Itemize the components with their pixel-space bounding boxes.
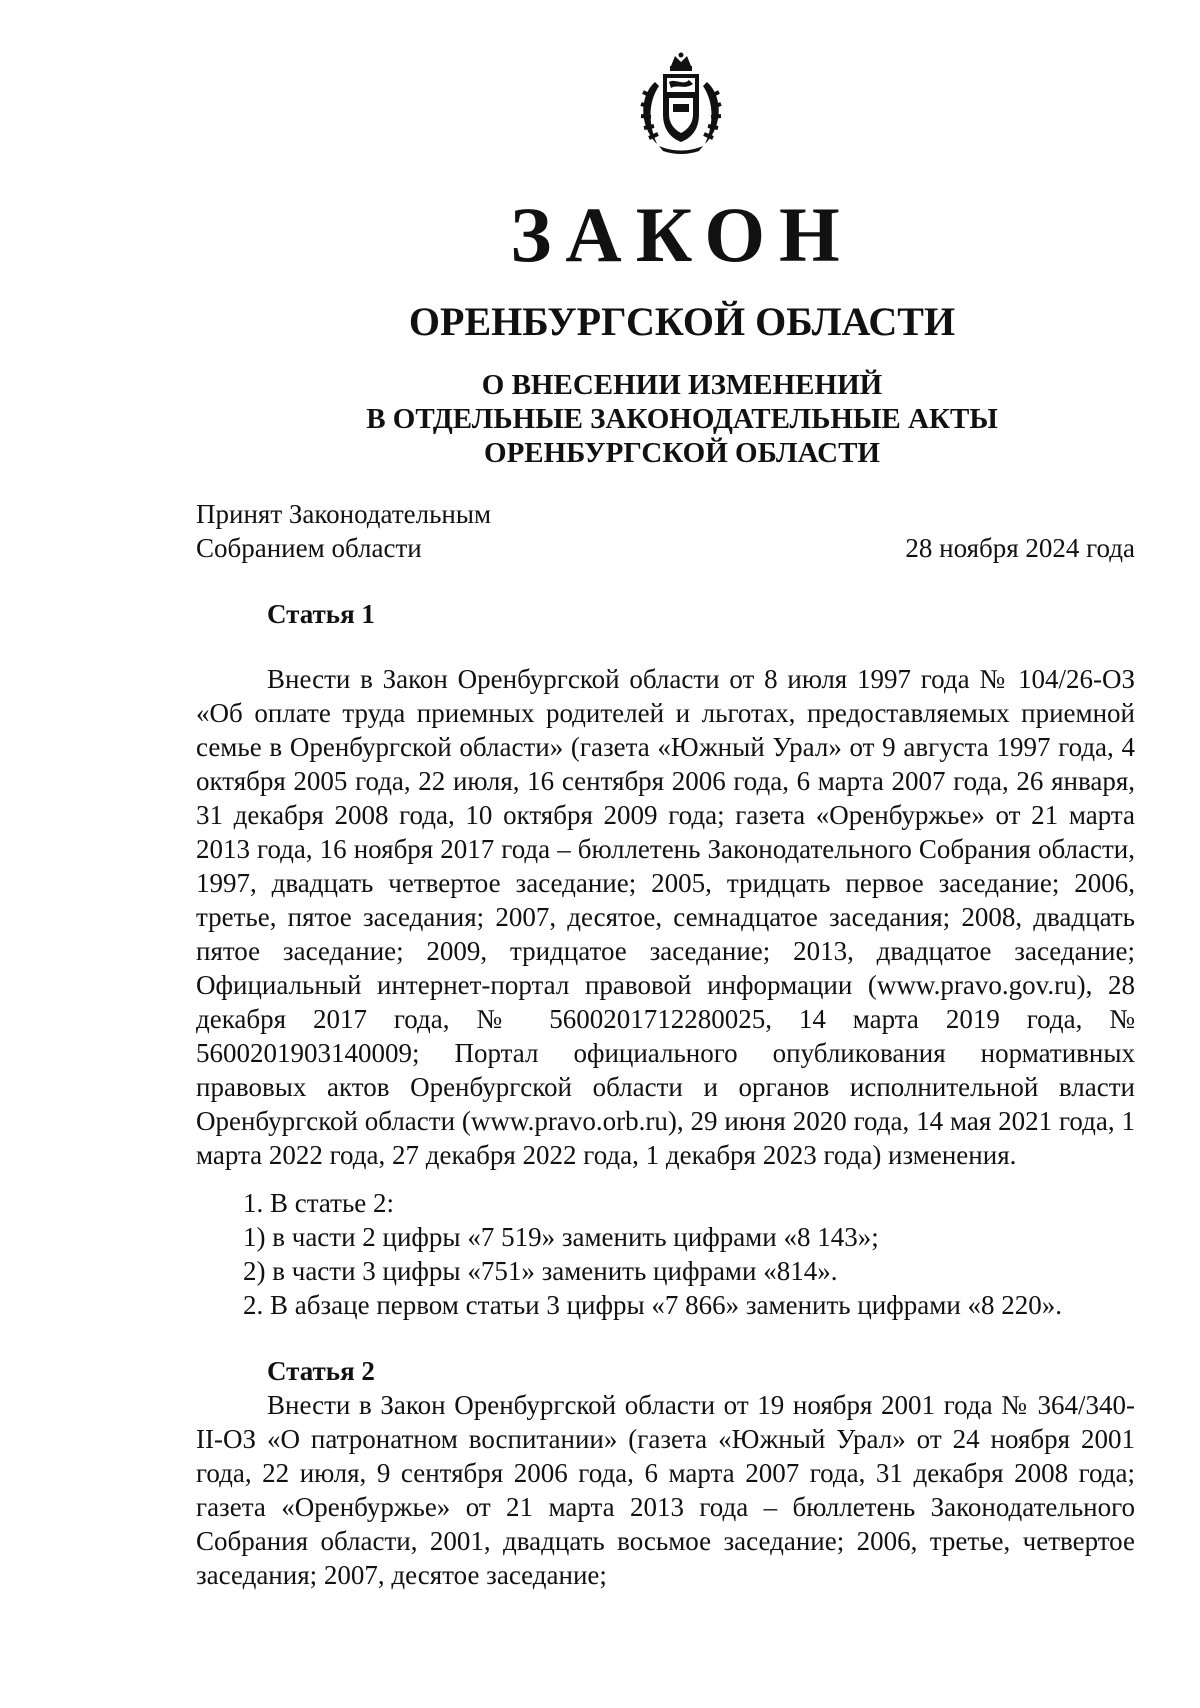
article-1-item: 1) в части 2 цифры «7 519» заменить цифрами «8 143»;	[243, 1222, 879, 1252]
adoption-note	[196, 497, 491, 565]
adoption-line: Собранием области	[196, 533, 422, 563]
article-1-heading: Статья 1	[267, 599, 375, 629]
subject-line: В ОТДЕЛЬНЫЕ ЗАКОНОДАТЕЛЬНЫЕ АКТЫ	[366, 403, 998, 435]
article-1-item: 2. В абзаце первом статьи 3 цифры «7 866» заменить цифрами «8 220».	[243, 1290, 1063, 1320]
subject-line: О ВНЕСЕНИИ ИЗМЕНЕНИЙ	[481, 369, 883, 401]
article-1-paragraph: Внести в Закон Оренбургской области от 8 июля 1997 года № 104/26-ОЗ «Об оплате труда приемных родителей и льготах, предоставляемых приемной семье в Оренбургской области» (газета «Южный Урал» от 9 августа 1997 года, 4 октября 2005 года, 22 июля, 16 сентября 2006 года, 6 марта 2007 года, 26 января, 31 декабря 2008 года, 10 октября 2009 года; газета «Оренбуржье» от 21 марта 2013 года, 16 ноября 2017 года – бюллетень Законодательного Собрания области, 1997, двадцать четвертое заседание; 2005, тридцать первое заседание; 2006, третье, пятое заседания; 2007, десятое, семнадцатое заседания; 2008, двадцать пятое заседание; 2009, тридцатое заседание; 2013, двадцатое заседание; Официальный интернет-портал правовой информации (www.pravo.gov.ru), 28 декабря 2017 года, № 5600201712280025, 14 марта 2019 года, № 5600201903140009; Портал официального опубликования нормативных правовых актов Оренбургской области и органов исполнительной власти Оренбургской области (www.pravo.orb.ru), 29 июня 2020 года, 14 мая 2021 года, 1 марта 2022 года, 27 декабря 2022 года, 1 декабря 2023 года) изменения.	[196, 664, 1135, 1170]
article-1-body	[196, 662, 1135, 1172]
coat-of-arms-icon	[633, 52, 729, 154]
region-title: ОРЕНБУРГСКОЙ ОБЛАСТИ	[408, 299, 956, 344]
article-2-heading: Статья 2	[267, 1356, 375, 1386]
subject-line: ОРЕНБУРГСКОЙ ОБЛАСТИ	[484, 437, 880, 469]
article-2-body	[196, 1388, 1135, 1592]
article-1-item: 2) в части 3 цифры «751» заменить цифрами «814».	[243, 1256, 838, 1286]
article-1-item: 1. В статье 2:	[243, 1188, 395, 1218]
adoption-date: 28 ноября 2024 года	[905, 533, 1135, 563]
law-subject	[0, 368, 1200, 470]
article-2-paragraph: Внести в Закон Оренбургской области от 19 ноября 2001 года № 364/340-II-ОЗ «О патронатном воспитании» (газета «Южный Урал» от 24 ноября 2001 года, 22 июля, 9 сентября 2006 года, 6 марта 2007 года, 31 декабря 2008 года; газета «Оренбуржье» от 21 марта 2013 года – бюллетень Законодательного Собрания области, 2001, двадцать восьмое заседание; 2006, третье, четвертое заседания; 2007, десятое заседание;	[196, 1390, 1135, 1590]
law-title: ЗАКОН	[510, 191, 854, 278]
adoption-line: Принят Законодательным	[196, 499, 492, 529]
